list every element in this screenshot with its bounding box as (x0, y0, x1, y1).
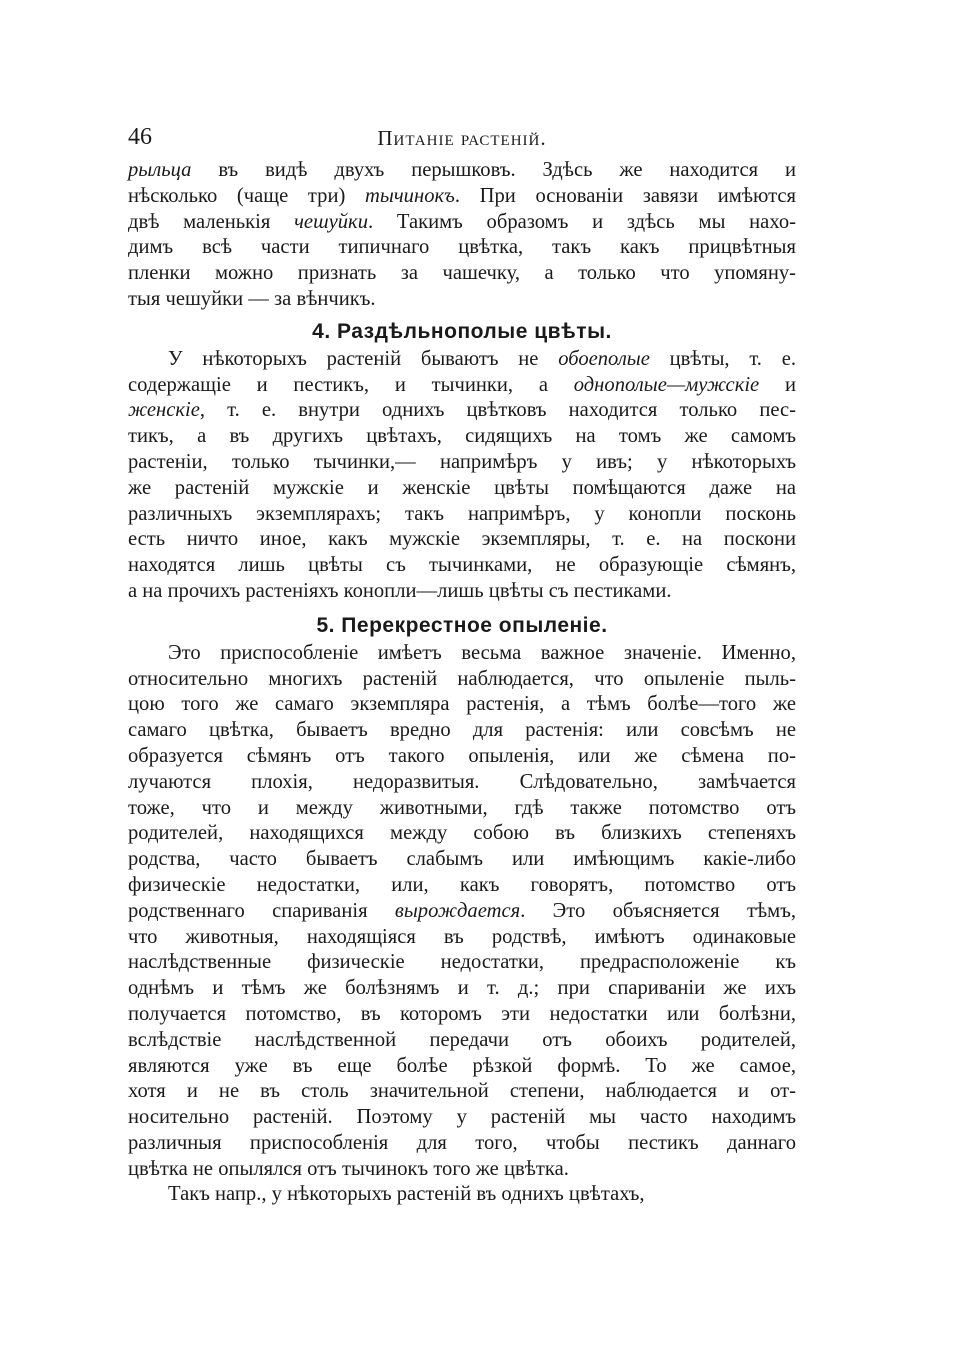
text-line (128, 502, 796, 528)
text-run: образуется сѣмянъ отъ такого опыленія, или же сѣмена по- (128, 744, 796, 767)
text-line (128, 847, 796, 873)
text-line (128, 1079, 796, 1105)
text-run: есть ничто иное, какъ мужскіе экземпляры, т. е. на поскони (128, 528, 796, 551)
text-run: нѣсколько (чаще три) (128, 184, 366, 207)
text-line (128, 873, 796, 899)
text-run: въ видѣ двухъ перышковъ. Здѣсь же находится и (191, 159, 796, 181)
text-line (128, 579, 796, 605)
text-run: наслѣдственные физическіе недостатки, предрасположеніе къ (128, 951, 796, 974)
book-page (128, 118, 796, 1208)
text-line (128, 1131, 796, 1157)
text-run: У нѣкоторыхъ растеній бываютъ не (168, 347, 559, 370)
text-line (128, 527, 796, 553)
text-run: и (759, 373, 796, 396)
text-line (128, 744, 796, 770)
text-line (128, 667, 796, 693)
text-line (128, 424, 796, 450)
text-run: Такъ напр., у нѣкоторыхъ растеній въ однихъ цвѣтахъ, (168, 1183, 645, 1206)
text-run: . Это объясняется тѣмъ, (520, 899, 797, 922)
text-line (128, 1105, 796, 1131)
text-line (128, 287, 796, 313)
text-run: однѣмъ и тѣмъ же болѣзнямъ и т. д.; при спариваніи же ихъ (128, 977, 796, 1000)
page-number: 46 (128, 124, 152, 150)
section-5-paragraph (128, 641, 796, 1209)
page-header (128, 118, 796, 158)
italic-term: рыльца (128, 159, 192, 181)
text-line (128, 925, 796, 951)
text-line (128, 976, 796, 1002)
text-run: двѣ маленькія (128, 210, 295, 233)
text-run: а на прочихъ растеніяхъ конопли—лишь цвѣты съ пестиками. (128, 579, 672, 602)
text-run: различныхъ экземплярахъ; такъ напримѣръ, у конопли посконь (128, 502, 796, 525)
italic-term: женскіе (128, 399, 200, 422)
text-run: являются уже въ еще болѣе рѣзкой формѣ. То же самое, (128, 1054, 796, 1077)
text-run: находятся лишь цвѣты съ тычинками, не образующіе сѣмянъ, (128, 554, 796, 577)
section-4-paragraph (128, 347, 796, 605)
text-run: хотя и не въ столь значительной степени, наблюдается и от- (128, 1080, 796, 1103)
text-line (128, 398, 796, 424)
text-run: тоже, что и между животными, гдѣ также потомство отъ (128, 796, 796, 819)
text-line (128, 1028, 796, 1054)
text-line (128, 796, 796, 822)
italic-term: чешуйки (294, 210, 368, 233)
italic-term: обоеполые (558, 347, 650, 370)
text-line (128, 1054, 796, 1080)
text-line (128, 553, 796, 579)
text-line (128, 1182, 796, 1208)
text-run: различныя приспособленія для того, чтобы пестикъ даннаго (128, 1131, 796, 1154)
text-line (128, 1002, 796, 1028)
text-line (128, 373, 796, 399)
text-line (128, 347, 796, 373)
text-run: родства, часто бываетъ слабымъ или имѣющимъ какіе-либо (128, 848, 796, 871)
section-heading-4: 4. Раздѣльнополые цвѣты. (312, 319, 612, 343)
text-line (128, 950, 796, 976)
italic-term: однополые—мужскіе (573, 373, 760, 396)
text-run: тикъ, а въ другихъ цвѣтахъ, сидящихъ на томъ же самомъ (128, 425, 796, 448)
text-run: вслѣдствіе наслѣдственной передачи отъ обоихъ родителей, (128, 1028, 796, 1051)
text-run: димъ всѣ части типичнаго цвѣтка, такъ какъ прицвѣтныя (128, 236, 796, 259)
text-line (128, 476, 796, 502)
text-run: лучаются плохія, недоразвитыя. Слѣдовательно, замѣчается (128, 770, 796, 793)
text-run: физическіе недостатки, или, какъ говорятъ, потомство отъ (128, 873, 796, 896)
text-run: , т. е. внутри однихъ цвѣтковъ находится только пес- (199, 399, 796, 422)
text-run: же растеній мужскіе и женскіе цвѣты помѣщаются даже на (128, 476, 796, 499)
text-line (128, 210, 796, 236)
text-line (128, 821, 796, 847)
text-run: растеніи, только тычинки,— напримѣръ у ивъ; у нѣкоторыхъ (128, 450, 796, 473)
text-run: . При основаніи завязи имѣются (454, 184, 796, 207)
text-run: родственнаго спариванія (128, 899, 395, 922)
text-line (128, 718, 796, 744)
text-run: самаго цвѣтка, бываетъ вредно для растенія: или совсѣмъ не (128, 719, 796, 742)
running-title: Питаніе растеній. (377, 126, 547, 150)
text-run: содержащіе и пестикъ, и тычинки, а (128, 373, 574, 396)
text-run: цвѣтка не опылялся отъ тычинокъ того же цвѣтка. (128, 1157, 569, 1180)
italic-term: тычинокъ (365, 184, 455, 207)
text-line (128, 692, 796, 718)
text-run: относительно многихъ растеній наблюдается, что опыленіе пыль- (128, 667, 796, 690)
text-run: пленки можно признать за чашечку, а только что упомяну- (128, 262, 796, 285)
intro-paragraph (128, 158, 796, 313)
text-line (128, 450, 796, 476)
text-line (128, 158, 796, 184)
text-run: что животныя, находящіяся въ родствѣ, имѣютъ одинаковые (128, 925, 796, 948)
text-run: . Такимъ образомъ и здѣсь мы нахо- (368, 210, 796, 233)
text-run: родителей, находящихся между собою въ близкихъ степеняхъ (128, 822, 796, 845)
text-run: тыя чешуйки — за вѣнчикъ. (128, 287, 376, 310)
italic-term: вырождается (394, 899, 521, 922)
text-run: получается потомство, въ которомъ эти недостатки или болѣзни, (128, 1002, 796, 1025)
text-line (128, 899, 796, 925)
text-line (128, 1157, 796, 1183)
text-run: цвѣты, т. е. (649, 347, 796, 370)
text-line (128, 770, 796, 796)
text-line (128, 641, 796, 667)
text-line (128, 235, 796, 261)
text-run: носительно растеній. Поэтому у растеній мы часто находимъ (128, 1106, 796, 1129)
text-line (128, 184, 796, 210)
text-run: Это приспособленіе имѣетъ весьма важное значеніе. Именно, (168, 641, 796, 664)
text-run: цою того же самаго экземпляра растенія, а тѣмъ болѣе—того же (128, 693, 796, 716)
text-line (128, 261, 796, 287)
section-heading-5: 5. Перекрестное опыленіе. (316, 613, 608, 637)
